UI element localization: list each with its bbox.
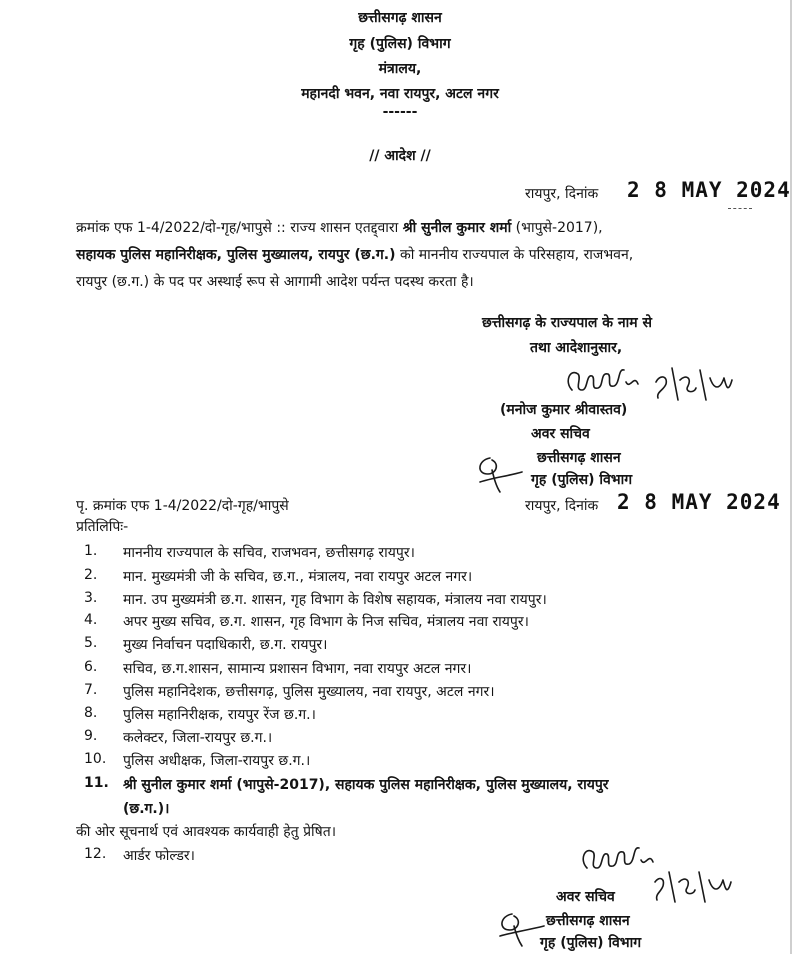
order-paragraph-line-2 <box>76 245 633 264</box>
endorsement-reference: पृ. क्रमांक एफ 1-4/2022/दो-गृह/भापुसे <box>76 498 289 514</box>
header-department: गृह (पुलिस) विभाग <box>349 36 451 52</box>
stamp-dash <box>728 208 752 209</box>
officer-batch: (भापुसे-2017), <box>515 220 603 236</box>
order-authority-line: तथा आदेशानुसार, <box>530 340 623 356</box>
signatory-government: छत्तीसगढ़ शासन <box>537 450 621 466</box>
governor-authority-line: छत्तीसगढ़ के राज्यपाल के नाम से <box>482 315 652 331</box>
order-date-stamp: 2 8 MAY 2024 <box>627 178 791 202</box>
order-date-label: रायपुर, दिनांक <box>525 186 599 202</box>
closing-note: की ओर सूचनार्थ एवं आवश्यक कार्यवाही हेतु प्रेषित। <box>76 824 337 840</box>
order-document: छत्तीसगढ़ शासन गृह (पुलिस) विभाग मंत्रालय, महानदी भवन, नवा रायपुर, अटल नगर ------ // आदेश // रायपुर, दिनांक 2 8 MAY 2024 क्रमांक एफ 1-4/2022/दो-गृह/भापुसे :: राज्य शासन एतद्द्वारा श्री सुनील कुमार शर्मा (भापुसे-2017), सहायक पुलिस महानिरीक्षक, पुलिस मुख्यालय, रायपुर (छ.ग.) को माननीय राज्यपाल के परिसहाय, राजभवन, रायपुर (छ.ग.) के पद पर अस्थाई रूप से आगामी आदेश पर्यन्त पदस्थ करता है। छत्तीसगढ़ के राज्यपाल के नाम से तथा आदेशानुसार, (मनोज कुमार श्रीवास्तव) अवर सचिव छत्तीसगढ़ शासन गृह (पुलिस) विभाग पृ. क्रमांक एफ 1-4/2022/दो-गृह/भापुसे रायपुर, दिनांक 2 8 MAY 2024 प्रतिलिपिः- 1. माननीय राज्यपाल के सचिव, राजभवन, छत्तीसगढ़ रायपुर। 2. मान. मुख्यमंत्री जी के सचिव, छ.ग., मंत्रालय, नवा रायपुर अटल नगर। 3. मान. उप मुख्यमंत्री छ.ग. शासन, गृह विभाग के विशेष सहायक, मंत्रालय नवा रायपुर। 4. अपर मुख्य सचिव, छ.ग. शासन, गृह विभाग के निज सचिव, मंत्रालय नवा रायपुर। 5. मुख्य निर्वाचन पदाधिकारी, छ.ग. रायपुर। 6. सचिव, छ.ग.शासन, सामान्य प्रशासन विभाग, नवा रायपुर अटल नगर। 7. पुलिस महानिदेशक, छत्तीसगढ़, पुलिस मुख्यालय, नवा रायपुर, अटल नगर। 8. पुलिस महानिरीक्षक, रायपुर रेंज छ.ग.। 9. कलेक्टर, जिला-रायपुर छ.ग.। 10. पुलिस अधीक्षक, जिला-रायपुर छ.ग.। 11. श्री सुनील कुमार शर्मा (भापुसे-2017), सहायक पुलिस महानिरीक्षक, पुलिस मुख्यालय, रायपुर (छ.ग.)। की ओर सूचनार्थ एवं आवश्यक कार्यवाही हेतु प्रेषित। 12. आर्डर फोल्डर। अवर सचिव छत्तीसगढ़ शासन गृह (पुलिस) विभाग <box>0 0 792 954</box>
handwritten-initial-icon <box>470 448 530 498</box>
endorsement-date-label: रायपुर, दिनांक <box>525 498 599 514</box>
endorsement-signatory-designation: अवर सचिव <box>556 889 615 905</box>
signatory-department: गृह (पुलिस) विभाग <box>531 472 633 488</box>
header-rule: ------ <box>382 104 418 120</box>
signatory-name: (मनोज कुमार श्रीवास्तव) <box>500 402 628 418</box>
order-reference: क्रमांक एफ 1-4/2022/दो-गृह/भापुसे :: राज्य शासन एतद्द्वारा <box>76 220 399 236</box>
order-paragraph-line-1 <box>76 218 603 237</box>
order-text: को माननीय राज्यपाल के परिसहाय, राजभवन, <box>399 247 634 263</box>
copy-label: प्रतिलिपिः- <box>76 519 129 535</box>
officer-post: सहायक पुलिस महानिरीक्षक, पुलिस मुख्यालय, रायपुर (छ.ग.) <box>76 247 396 263</box>
signatory-designation: अवर सचिव <box>531 426 590 442</box>
handwritten-initial-icon <box>490 906 550 950</box>
officer-name: श्री सुनील कुमार शर्मा <box>402 220 512 236</box>
order-title: // आदेश // <box>369 148 431 164</box>
endorsement-signatory-department: गृह (पुलिस) विभाग <box>540 935 642 951</box>
endorsement-signatory-government: छत्तीसगढ़ शासन <box>546 913 630 929</box>
header-government: छत्तीसगढ़ शासन <box>358 10 442 26</box>
endorsement-date-stamp: 2 8 MAY 2024 <box>617 490 781 514</box>
header-address: महानदी भवन, नवा रायपुर, अटल नगर <box>301 86 499 102</box>
header-ministry: मंत्रालय, <box>378 61 422 77</box>
order-paragraph-line-3: रायपुर (छ.ग.) के पद पर अस्थाई रूप से आगामी आदेश पर्यन्त पदस्थ करता है। <box>76 274 474 290</box>
